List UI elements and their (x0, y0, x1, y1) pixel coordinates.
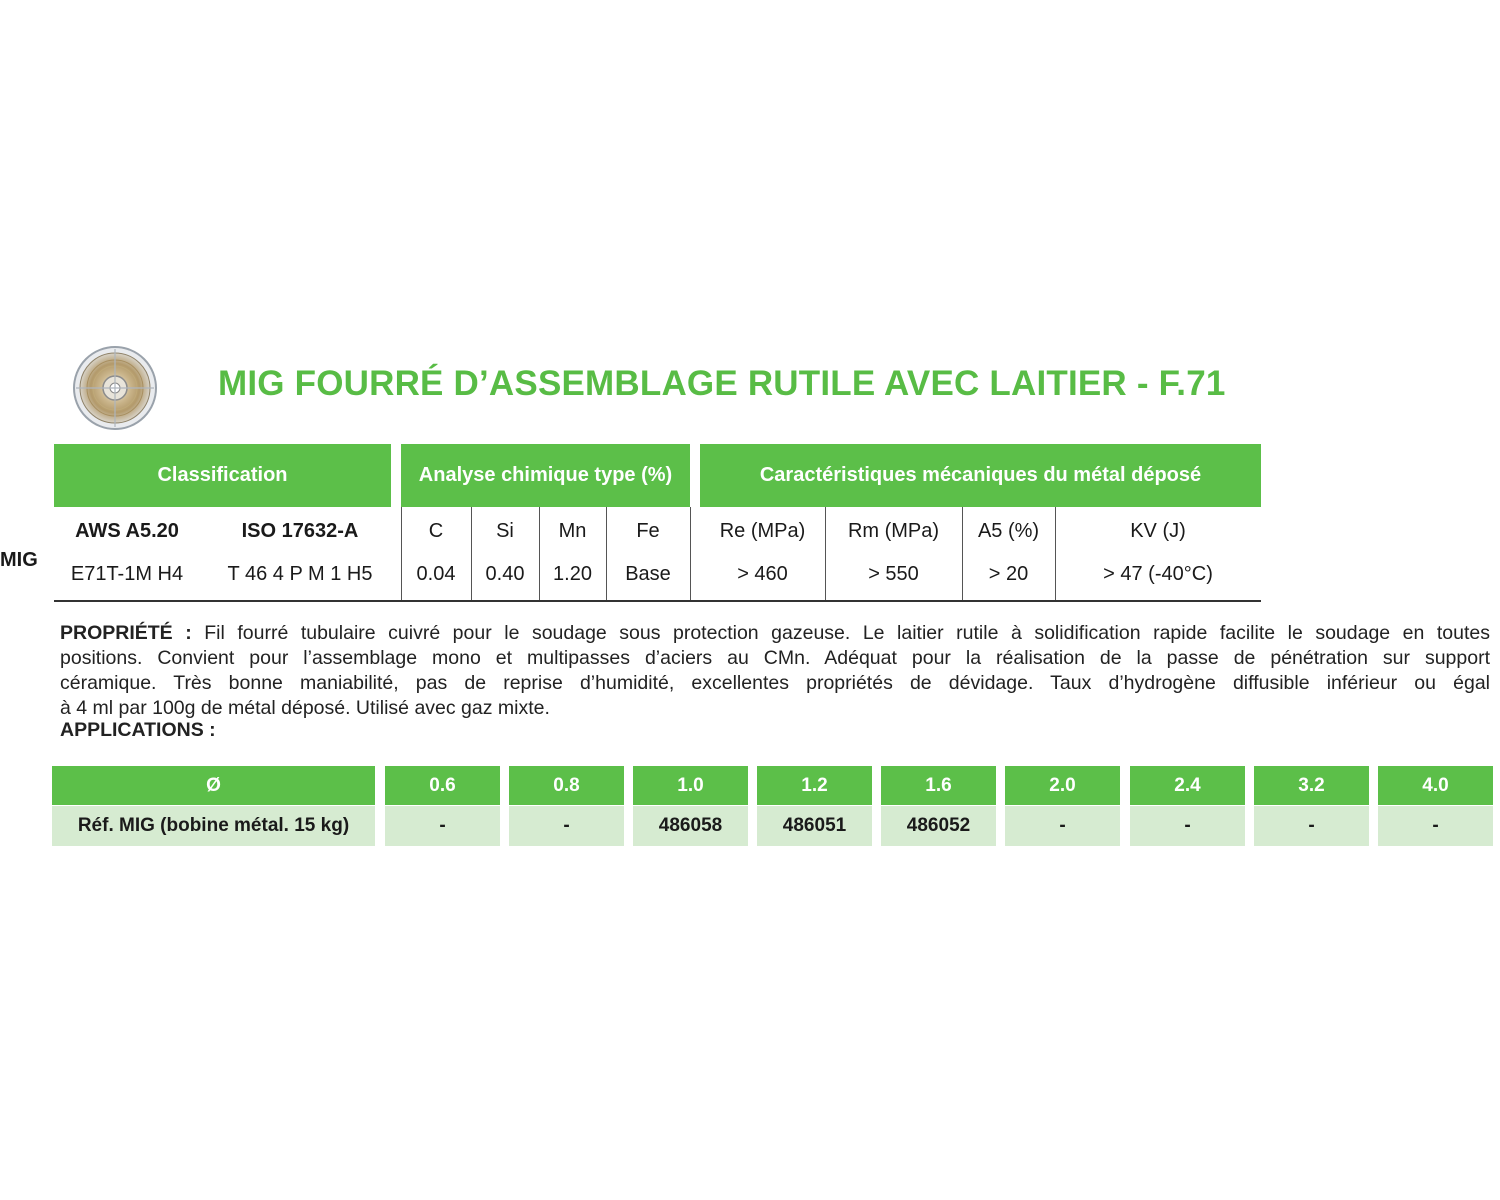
column-header-c: C (428, 519, 444, 542)
column-header-rm: Rm (MPa) (847, 519, 940, 542)
table-cell: 0.04 (416, 562, 456, 585)
description-line: positions. Convient pour l’assemblage mono et multipasses d’aciers au CMn. Adéquat pour la réalisation de la passe de pénétration sur support (60, 647, 1490, 669)
column-header-re: Re (MPa) (719, 519, 806, 542)
table-bottom-rule (54, 600, 1261, 602)
process-label: MIG (0, 549, 38, 571)
table-cell: > 20 (988, 562, 1029, 585)
ref-cell: 486051 (757, 806, 872, 846)
page-title: MIG FOURRÉ D’ASSEMBLAGE RUTILE AVEC LAITIER - F.71 (218, 364, 1226, 403)
ref-cell: - (1130, 806, 1245, 846)
ref-cell: 486052 (881, 806, 996, 846)
ref-cell: - (509, 806, 624, 846)
column-header-si: Si (496, 519, 514, 542)
description-text: Fil fourré tubulaire cuivré pour le soudage sous protection gazeuse. Le laitier rutile à solidification rapide facilite le soudage en toutes (204, 622, 1490, 644)
table-cell: > 550 (868, 562, 919, 585)
diameter-cell: 3.2 (1254, 766, 1369, 805)
diameter-cell: 2.4 (1130, 766, 1245, 805)
column-header-fe: Fe (636, 519, 660, 542)
mechanical-properties-header: Caractéristiques mécaniques du métal déposé (700, 444, 1261, 507)
product-description (60, 621, 1490, 721)
column-header-aws: AWS A5.20 (75, 519, 179, 542)
column-header-kv: KV (J) (1130, 519, 1186, 542)
table-cell: 0.40 (485, 562, 525, 585)
diameter-header: Ø (52, 766, 375, 805)
table-cell: > 47 (-40°C) (1103, 562, 1213, 585)
diameter-cell: 1.0 (633, 766, 748, 805)
table-cell: E71T-1M H4 (70, 562, 184, 585)
ref-cell: - (1005, 806, 1120, 846)
ref-row-label: Réf. MIG (bobine métal. 15 kg) (52, 806, 375, 846)
description-line: céramique. Très bonne maniabilité, pas de reprise d’humidité, excellentes propriétés de dévidage. Taux d’hydrogène diffusible inférieur ou égal (60, 672, 1490, 694)
diameter-cell: 1.2 (757, 766, 872, 805)
description-line (60, 621, 1490, 646)
ref-cell: - (1378, 806, 1493, 846)
ref-cell: 486058 (633, 806, 748, 846)
table-cell: 1.20 (553, 562, 592, 585)
diameter-cell: 2.0 (1005, 766, 1120, 805)
diameter-cell: 1.6 (881, 766, 996, 805)
diameter-cell: 4.0 (1378, 766, 1493, 805)
column-header-a5: A5 (%) (977, 519, 1040, 542)
description-line: à 4 ml par 100g de métal déposé. Utilisé avec gaz mixte. (60, 697, 550, 719)
classification-header: Classification (54, 444, 391, 507)
table-cell: > 460 (737, 562, 788, 585)
diameter-cell: 0.8 (509, 766, 624, 805)
table-cell: T 46 4 P M 1 H5 (227, 562, 373, 585)
table-cell: Base (625, 562, 671, 585)
diameter-cell: 0.6 (385, 766, 500, 805)
column-divider (690, 507, 691, 602)
ref-cell: - (1254, 806, 1369, 846)
wire-spool-image (72, 345, 158, 431)
description-label: PROPRIÉTÉ : (60, 622, 192, 644)
chemical-analysis-header: Analyse chimique type (%) (401, 444, 690, 507)
column-header-mn: Mn (558, 519, 587, 542)
ref-cell: - (385, 806, 500, 846)
column-header-iso: ISO 17632-A (241, 519, 359, 542)
applications-label: APPLICATIONS : (60, 719, 216, 741)
